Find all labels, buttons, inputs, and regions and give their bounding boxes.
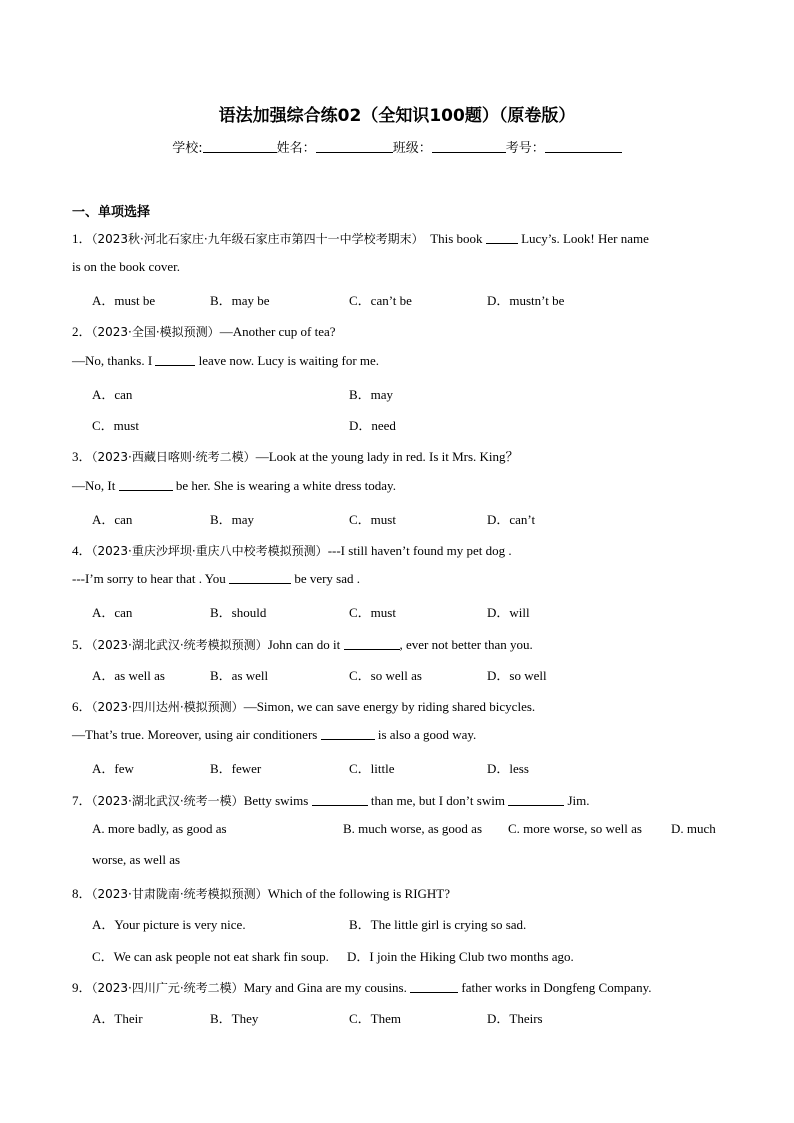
question-text: Which of the following is RIGHT?	[267, 886, 451, 901]
school-label: 学校:	[172, 141, 203, 156]
option-b[interactable]: B．They	[210, 1011, 259, 1026]
question-text: leave now. Lucy is waiting for me.	[198, 353, 380, 368]
question-text: Lucy’s. Look! Her name	[521, 231, 649, 246]
exam-no-label: 考号：	[505, 141, 545, 156]
question-text: Betty swims	[243, 793, 309, 808]
option-b[interactable]: B．fewer	[210, 761, 262, 776]
option-b[interactable]: B．may	[349, 387, 394, 402]
question-source: （2023·重庆沙坪坝·重庆八中校考模拟预测）	[91, 544, 328, 558]
option-d[interactable]: D．less	[487, 761, 529, 776]
question-text: , ever not better than you.	[399, 637, 533, 652]
option-c[interactable]: C．must	[349, 512, 396, 527]
question-source: （2023·四川达州·模拟预测）	[91, 700, 244, 714]
question-source: （2023·湖北武汉·统考一模）	[91, 794, 244, 808]
option-c[interactable]: C．must	[349, 605, 396, 620]
option-b[interactable]: B．may	[210, 512, 255, 527]
question-7	[72, 790, 589, 809]
question-text: ---I’m sorry to hear that . You	[72, 571, 226, 586]
section-title: 一、单项选择	[72, 205, 151, 220]
option-a[interactable]: A．can	[92, 512, 133, 527]
question-source: （2023·甘肃陇南·统考模拟预测）	[91, 887, 268, 901]
school-blank[interactable]	[203, 140, 277, 153]
option-a[interactable]: A．must be	[92, 293, 156, 308]
answer-blank	[321, 727, 375, 740]
option-c[interactable]: C．can’t be	[349, 293, 412, 308]
question-6-line2	[72, 727, 476, 743]
question-text: John can do it	[267, 637, 341, 652]
question-4-line2	[72, 571, 360, 587]
question-number: 2．	[72, 324, 92, 339]
question-number: 1．	[72, 231, 92, 246]
class-label: 班级：	[392, 141, 432, 156]
question-2-line2	[72, 353, 379, 369]
question-5	[72, 634, 533, 653]
answer-blank	[155, 353, 195, 366]
question-number: 5．	[72, 637, 92, 652]
option-a[interactable]: A．Your picture is very nice.	[92, 917, 246, 932]
answer-blank	[229, 571, 291, 584]
option-a[interactable]: A．can	[92, 605, 133, 620]
option-c[interactable]: C．must	[92, 418, 139, 433]
option-c[interactable]: C. more worse, so well as	[508, 821, 642, 836]
option-d[interactable]: D. much	[671, 821, 716, 836]
question-text: —Another cup of tea?	[219, 324, 336, 339]
question-number: 7．	[72, 793, 92, 808]
question-text: is also a good way.	[377, 727, 477, 742]
question-8	[72, 883, 450, 902]
question-3-line2	[72, 478, 396, 494]
option-d[interactable]: D．can’t	[487, 512, 536, 527]
question-source: （2023秋·河北石家庄·九年级石家庄市第四十一中学校考期末）	[91, 232, 424, 246]
question-source: （2023·全国·模拟预测）	[91, 325, 220, 339]
option-d[interactable]: D．Theirs	[487, 1011, 543, 1026]
question-text: —That’s true. Moreover, using air conditioners	[72, 727, 318, 742]
name-label: 姓名：	[276, 141, 316, 156]
option-a[interactable]: A．can	[92, 387, 133, 402]
option-d[interactable]: D．will	[487, 605, 530, 620]
question-number: 3．	[72, 449, 92, 464]
question-6	[72, 696, 535, 715]
question-text: be her. She is wearing a white dress today.	[175, 478, 396, 493]
option-a[interactable]: A. more badly, as good as	[92, 821, 227, 836]
question-9	[72, 977, 652, 996]
question-source: （2023·湖北武汉·统考模拟预测）	[91, 638, 268, 652]
question-number: 4．	[72, 543, 92, 558]
question-text: ---I still haven’t found my pet dog .	[327, 543, 512, 558]
question-2	[72, 321, 336, 340]
question-text: than me, but I don’t swim	[370, 793, 505, 808]
option-b[interactable]: B．may be	[210, 293, 270, 308]
option-d[interactable]: D．I join the Hiking Club two months ago.	[347, 949, 574, 964]
answer-blank	[119, 478, 173, 491]
answer-blank	[410, 980, 458, 993]
option-d[interactable]: D．so well	[487, 668, 547, 683]
question-text: —Simon, we can save energy by riding shared bicycles.	[243, 699, 536, 714]
option-b[interactable]: B. much worse, as good as	[343, 821, 483, 836]
option-c[interactable]: C．We can ask people not eat shark fin soup.	[92, 949, 329, 964]
student-info-line	[0, 137, 794, 156]
option-a[interactable]: A．few	[92, 761, 134, 776]
question-number: 6．	[72, 699, 92, 714]
option-c[interactable]: C．little	[349, 761, 395, 776]
exam-no-blank[interactable]	[545, 140, 622, 153]
answer-blank	[312, 793, 368, 806]
question-1-line2: is on the book cover.	[72, 259, 180, 274]
question-text: This book	[430, 231, 483, 246]
page-title: 语法加强综合练02（全知识100题）（原卷版）	[218, 106, 576, 126]
option-a[interactable]: A．Their	[92, 1011, 143, 1026]
option-d[interactable]: D．mustn’t be	[487, 293, 565, 308]
answer-blank	[508, 793, 564, 806]
question-text: father works in Dongfeng Company.	[461, 980, 652, 995]
question-source: （2023·四川广元·统考二模）	[91, 981, 244, 995]
question-text: be very sad .	[294, 571, 361, 586]
option-c[interactable]: C．so well as	[349, 668, 422, 683]
option-d[interactable]: D．need	[349, 418, 396, 433]
answer-blank	[486, 231, 518, 244]
question-text: —No, It	[72, 478, 116, 493]
question-source: （2023·西藏日喀则·统考二模）	[91, 450, 256, 464]
option-b[interactable]: B．The little girl is crying so sad.	[349, 917, 527, 932]
option-b[interactable]: B．should	[210, 605, 267, 620]
question-text: Mary and Gina are my cousins.	[243, 980, 407, 995]
question-3	[72, 446, 519, 465]
answer-blank	[344, 637, 400, 650]
option-c[interactable]: C．Them	[349, 1011, 401, 1026]
question-text: Jim.	[567, 793, 590, 808]
name-blank[interactable]	[316, 140, 393, 153]
option-a[interactable]: A．as well as	[92, 668, 165, 683]
question-4	[72, 540, 512, 559]
option-d-continued: worse, as well as	[92, 852, 181, 867]
option-b[interactable]: B．as well	[210, 668, 269, 683]
question-text: —No, thanks. I	[72, 353, 153, 368]
class-blank[interactable]	[432, 140, 506, 153]
question-1	[72, 228, 649, 247]
question-text: —Look at the young lady in red. Is it Mrs. King？	[255, 449, 519, 464]
question-number: 8．	[72, 886, 92, 901]
question-number: 9．	[72, 980, 92, 995]
